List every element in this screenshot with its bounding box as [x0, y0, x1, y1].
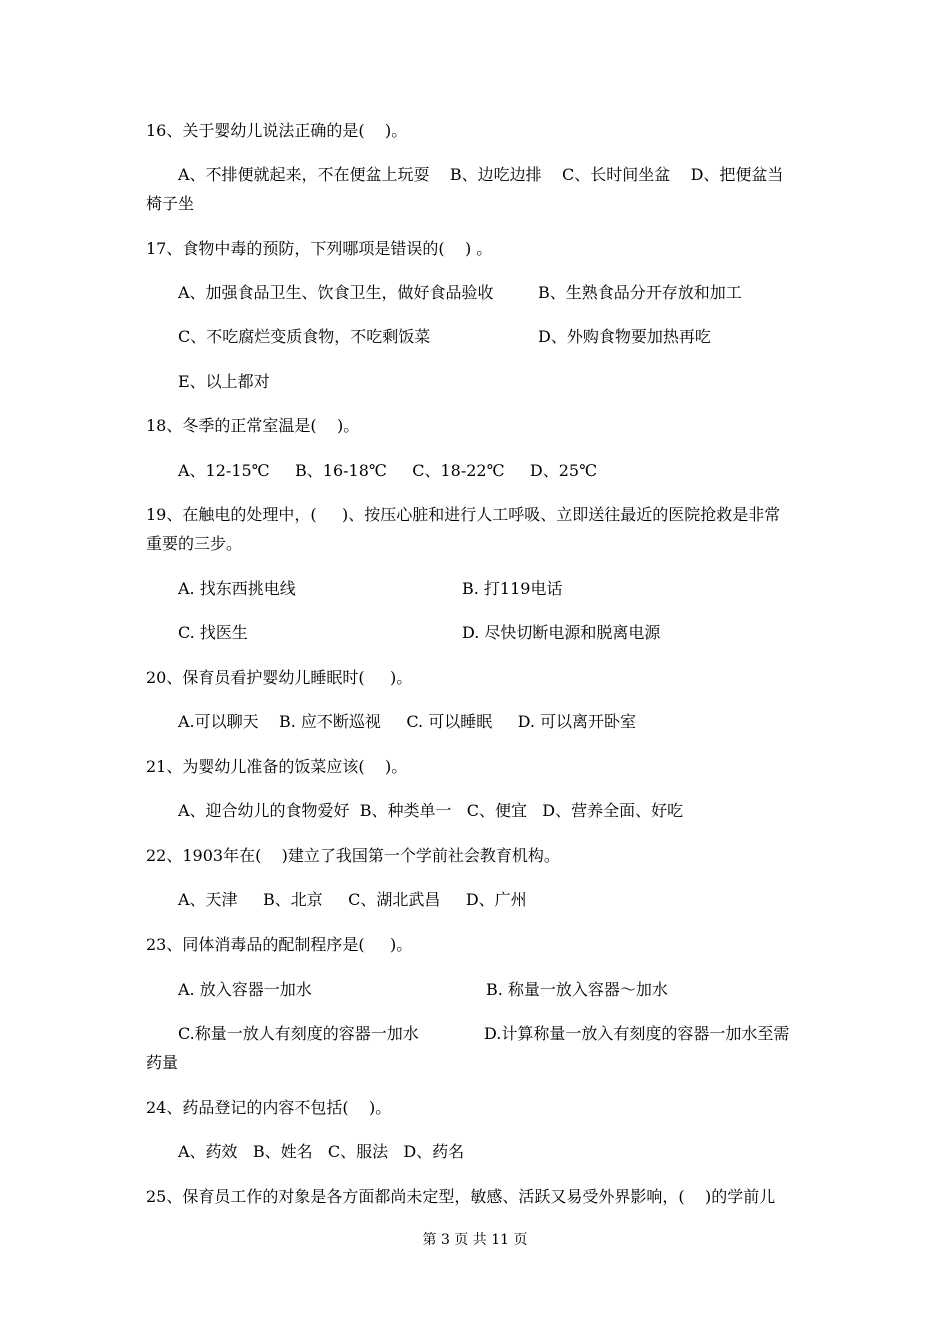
question-19-option-a: A. 找东西挑电线: [178, 579, 296, 598]
question-24-options: A、药效 B、姓名 C、服法 D、药名: [178, 1142, 465, 1161]
question-23-stem: 23、同体消毒品的配制程序是( )。: [146, 935, 413, 954]
question-17-option-c: C、不吃腐烂变质食物，不吃剩饭菜: [178, 327, 431, 346]
question-16-options: A、不排便就起来，不在便盆上玩耍 B、边吃边排 C、长时间坐盆 D、把便盆当: [178, 165, 784, 184]
question-16-stem: 16、关于婴幼儿说法正确的是( )。: [146, 121, 408, 140]
question-23-option-c: C.称量一放人有刻度的容器一加水: [178, 1024, 419, 1043]
question-23-option-d: D.计算称量一放入有刻度的容器一加水至需: [484, 1024, 790, 1043]
question-17-option-e: E、以上都对: [178, 372, 270, 391]
question-23-option-b: B. 称量一放入容器～加水: [486, 980, 668, 999]
question-25-stem: 25、保育员工作的对象是各方面都尚未定型，敏感、活跃又易受外界影响，( )的学前儿: [146, 1187, 776, 1206]
question-17-option-a: A、加强食品卫生、饮食卫生，做好食品验收: [178, 283, 494, 302]
question-16-options-wrap: 椅子坐: [146, 194, 195, 213]
question-23-option-d-wrap: 药量: [146, 1053, 179, 1072]
question-21-stem: 21、为婴幼儿准备的饭菜应该( )。: [146, 757, 408, 776]
question-24-stem: 24、药品登记的内容不包括( )。: [146, 1098, 392, 1117]
question-19-option-b: B. 打119电话: [462, 579, 563, 598]
question-18-options: A、12-15℃ B、16-18℃ C、18-22℃ D、25℃: [178, 461, 598, 480]
question-19-stem-wrap: 重要的三步。: [146, 534, 243, 553]
question-20-options: A.可以聊天 B. 应不断巡视 C. 可以睡眠 D. 可以离开卧室: [178, 712, 637, 731]
question-20-stem: 20、保育员看护婴幼儿睡眠时( )。: [146, 668, 413, 687]
question-22-stem: 22、1903年在( )建立了我国第一个学前社会教育机构。: [146, 846, 560, 865]
question-22-options: A、天津 B、北京 C、湖北武昌 D、广州: [178, 890, 527, 909]
question-19-option-d: D. 尽快切断电源和脱离电源: [462, 623, 661, 642]
question-21-options: A、迎合幼儿的食物爱好 B、种类单一 C、便宜 D、营养全面、好吃: [178, 801, 684, 820]
question-19-stem: 19、在触电的处理中，( )、按压心脏和进行人工呼吸、立即送往最近的医院抢救是非常: [146, 505, 781, 524]
question-17-option-b: B、生熟食品分开存放和加工: [538, 283, 742, 302]
question-17-stem: 17、食物中毒的预防，下列哪项是错误的( ) 。: [146, 239, 493, 258]
question-17-option-d: D、外购食物要加热再吃: [538, 327, 711, 346]
question-19-option-c: C. 找医生: [178, 623, 248, 642]
page-number-footer: 第 3 页 共 11 页: [422, 1232, 528, 1248]
question-23-option-a: A. 放入容器一加水: [178, 980, 312, 999]
question-18-stem: 18、冬季的正常室温是( )。: [146, 416, 360, 435]
